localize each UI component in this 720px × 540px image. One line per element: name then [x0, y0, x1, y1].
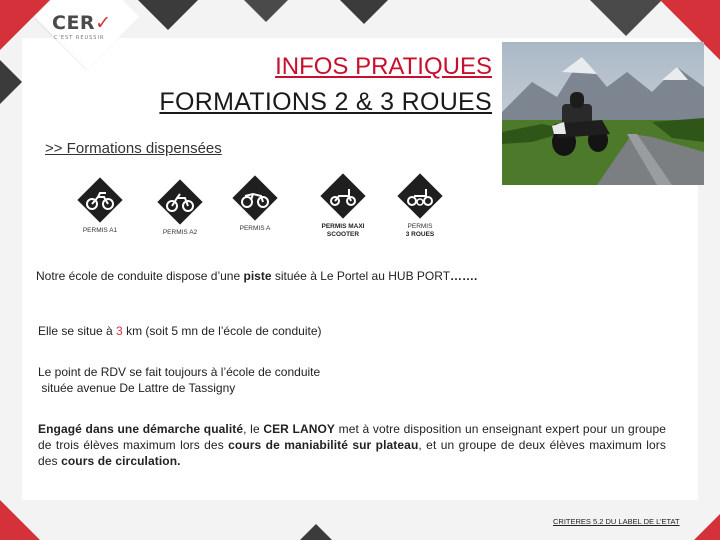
decor-triangle-dark	[138, 0, 198, 30]
text-span: …….	[450, 269, 478, 283]
text-span: met à votre disposition un enseignant expert pour un groupe de trois élèves maximum lors des	[38, 422, 667, 453]
logo-tagline: C'EST REUSSIR	[54, 35, 105, 41]
text-span: cours de maniabilité sur plateau	[228, 438, 419, 453]
permit-a1	[70, 178, 130, 234]
logo-brand-text: CER	[52, 12, 96, 34]
permit-a	[225, 176, 285, 232]
permit-label: 3 ROUES	[405, 231, 435, 239]
paragraph-piste	[36, 268, 477, 284]
decor-triangle-dark	[300, 524, 332, 540]
decor-triangle-dark	[0, 60, 22, 104]
permit-label: PERMIS A1	[82, 227, 118, 234]
logo	[36, 0, 132, 66]
text-span: Elle se situe à	[38, 324, 117, 338]
text-span: 3	[116, 324, 123, 338]
permit-label: PERMIS MAXI	[321, 223, 365, 230]
footer-note: CRITERES 5.2 DU LABEL DE L’ETAT	[553, 517, 680, 526]
permit-label: PERMIS A	[239, 225, 271, 232]
permit-label: SCOOTER	[326, 231, 360, 239]
motorbike-icon	[233, 176, 277, 220]
three-wheeler-icon	[398, 174, 442, 218]
decor-triangle-red	[694, 514, 720, 540]
decor-triangle-dark	[590, 0, 662, 36]
motorbike-icon	[78, 178, 122, 222]
paragraph-distance	[38, 323, 322, 339]
permit-maxi-scooter	[310, 174, 376, 239]
text-span: cours de circulation.	[61, 454, 181, 469]
page-subtitle: FORMATIONS 2 & 3 ROUES	[159, 88, 492, 116]
text-span: Engagé dans une démarche qualité	[38, 422, 244, 436]
scooter-icon	[321, 174, 365, 218]
paragraph-quality	[38, 421, 666, 470]
permit-a2	[150, 180, 210, 236]
decor-triangle-dark	[244, 0, 288, 22]
text-span: , et un groupe de deux élèves maximum lors des	[38, 438, 666, 469]
formations-link[interactable]: >> Formations dispensées	[45, 140, 222, 157]
decor-triangle-dark	[340, 0, 388, 24]
page-title: INFOS PRATIQUES	[275, 53, 492, 80]
text-span: CER LANOY	[263, 422, 336, 436]
permit-list	[70, 170, 470, 250]
logo-checkmark-icon: ✓	[95, 12, 112, 34]
text-span: , le	[243, 422, 264, 436]
permit-label: PERMIS	[407, 223, 433, 230]
text-span: située à Le Portel au HUB PORT	[271, 269, 451, 283]
motorcycle-road-photo	[502, 42, 704, 185]
text-line: située avenue De Lattre de Tassigny	[38, 381, 236, 396]
logo-brand	[52, 12, 132, 34]
text-span: piste	[243, 269, 272, 283]
text-line: Le point de RDV se fait toujours à l’école de conduite	[38, 365, 321, 379]
text-span: Notre école de conduite dispose d’une	[36, 269, 244, 283]
decor-triangle-red	[0, 500, 40, 540]
permit-label: PERMIS A2	[162, 229, 198, 236]
text-span: km (soit 5 mn de l’école de conduite)	[122, 324, 322, 338]
motorbike-icon	[158, 180, 202, 224]
permit-3-roues	[390, 174, 450, 239]
paragraph-rdv	[38, 364, 418, 396]
